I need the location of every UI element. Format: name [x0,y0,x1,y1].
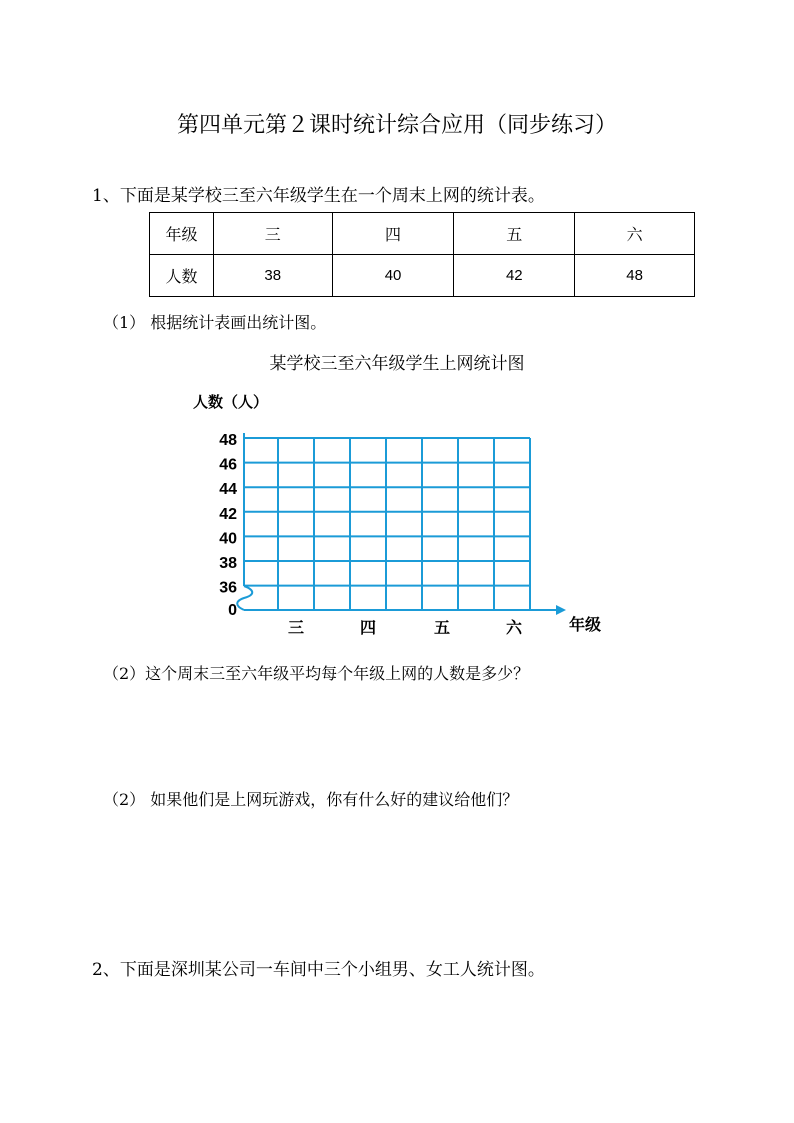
table-count-cell: 40 [332,255,454,297]
x-tick-label: 五 [433,618,451,637]
chart-ylabel: 人数（人） [193,394,269,411]
table-grade-cell: 六 [575,213,695,255]
y-tick-label: 48 [219,432,237,449]
chart-xlabel: 年级 [569,617,602,634]
table-grade-cell: 四 [332,213,454,255]
x-tick-label: 六 [505,618,523,637]
table-count-cell: 48 [575,255,695,297]
table-grade-cell: 五 [454,213,575,255]
chart-grid [237,433,566,615]
y-tick-label: 38 [219,555,237,572]
chart-x-ticks [288,618,523,637]
y-tick-label: 42 [219,505,237,523]
axis-break-mark [237,586,252,610]
chart-title: 某学校三至六年级学生上网统计图 [269,354,525,374]
y-tick-label: 44 [219,481,237,499]
x-tick-label: 四 [359,618,377,637]
table-row-label: 人数 [150,255,214,297]
y-tick-label: 40 [219,530,237,548]
statistics-table [149,212,695,297]
table-count-cell: 38 [213,255,332,297]
table-row [150,213,695,255]
question-1-prompt: 1、下面是某学校三至六年级学生在一个周末上网的统计表。 [92,186,545,206]
table-header-label: 年级 [150,213,214,255]
y-tick-label: 36 [219,579,237,597]
chart-y-ticks [219,432,237,619]
table-count-cell: 42 [454,255,575,297]
y-tick-label: 0 [228,602,237,619]
question-1-part-3: （2） 如果他们是上网玩游戏，你有什么好的建议给他们？ [103,790,519,809]
page-title: 第四单元第２课时统计综合应用（同步练习） [176,113,617,138]
question-2-prompt: 2、下面是深圳某公司一车间中三个小组男、女工人统计图。 [92,960,545,980]
y-tick-label: 46 [219,456,237,474]
bar-chart-grid [185,383,615,643]
x-axis-arrow [556,605,566,615]
table-row [150,255,695,297]
question-1-part-2: （2）这个周末三至六年级平均每个年级上网的人数是多少？ [103,664,530,683]
question-1-part-1: （1） 根据统计表画出统计图。 [103,313,327,332]
x-tick-label: 三 [287,618,305,637]
table-grade-cell: 三 [213,213,332,255]
